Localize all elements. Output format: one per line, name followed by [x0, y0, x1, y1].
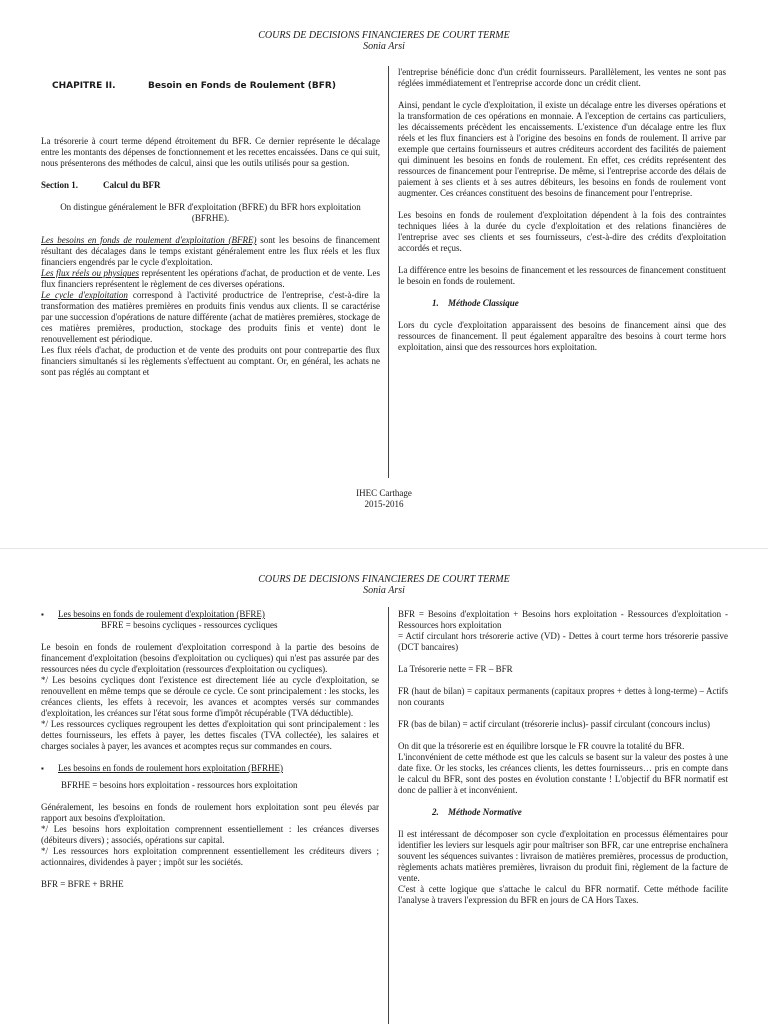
- fr-bas-formula: FR (bas de bilan) = actif circulant (trésorerie inclus)- passif circulant (concours inclus): [398, 719, 710, 729]
- column-divider: [388, 66, 389, 478]
- bullet-icon: ▪: [41, 610, 44, 619]
- bfrhe-heading: ▪ Les besoins en fonds de roulement hors exploitation (BFRHE): [41, 763, 283, 773]
- right-column: [398, 67, 726, 353]
- document-page-2: [0, 548, 768, 1024]
- normatif-paragraph: C'est à cette logique que s'attache le calcul du BFR normatif. Cette méthode facilite l'analyse à travers l'expression du BFR en jours de CA Hors Taxes.: [398, 884, 728, 905]
- page-footer: [0, 488, 768, 510]
- continuation-paragraph: l'entreprise bénéficie donc d'un crédit fournisseurs. Parallèlement, les ventes ne sont pas réglées immédiatement et l'entreprise accorde donc un crédit client.: [398, 67, 726, 88]
- bfre-formula: BFRE = besoins cycliques - ressources cycliques: [101, 620, 278, 630]
- bfrhe-formula: BFRHE = besoins hors exploitation - ressources hors exploitation: [61, 780, 298, 790]
- chapter-heading: [41, 80, 380, 92]
- ressources-hors-exploitation-paragraph: */ Les ressources hors exploitation comprennent essentiellement les créditeurs divers ; actionnaires, dividendes à payer ; impôt sur les sociétés.: [41, 846, 379, 867]
- flux-reels-paragraph: Les flux réels d'achat, de production et de vente des produits ont pour contrepartie des flux financiers simultanés si les règlements s'effectuent au comptant. Or, en général, les achats ne sont pas réglés au comptant et: [41, 345, 380, 377]
- left-column: [41, 80, 380, 378]
- hors-exploitation-paragraph: Généralement, les besoins en fonds de roulement hors exploitation sont peu élevés par rapport aux besoins d'exploitation.: [41, 802, 379, 823]
- ressources-cycliques-paragraph: */ Les ressources cycliques regroupent les dettes d'exploitation qui sont principalement : les dettes fournisseurs, les effets à payer, les dettes fiscales (TVA collectée), les salaires et charges sociales à payer, les avances et acomptes reçus sur commandes en cours.: [41, 719, 379, 751]
- institution-name: IHEC Carthage: [356, 488, 412, 498]
- bullet-icon: ▪: [41, 764, 44, 773]
- contraintes-paragraph: Les besoins en fonds de roulement d'exploitation dépendent à la fois des contraintes techniques liées à la durée du cycle d'exploitation et des relations financières de l'entreprise avec ses clients et ses fournisseurs, c'est-à-dire des crédits d'exploitation accordés et reçus.: [398, 210, 726, 253]
- author-name: Sonia Arsi: [363, 585, 405, 596]
- course-title: COURS DE DECISIONS FINANCIERES DE COURT TERME: [258, 574, 510, 585]
- distinction-paragraph: On distingue généralement le BFR d'exploitation (BFRE) du BFR hors exploitation (BFRHE).: [60, 202, 361, 223]
- section-heading: Section 1. Calcul du BFR: [41, 180, 161, 190]
- besoins-hors-exploitation-paragraph: */ Les besoins hors exploitation comprennent essentiellement : les créances diverses (débiteurs divers) ; associés, opérations sur capital.: [41, 824, 379, 845]
- method-heading: 2. Méthode Normative: [432, 807, 522, 817]
- method-heading: 1. Méthode Classique: [432, 298, 519, 308]
- academic-year: 2015-2016: [364, 499, 404, 509]
- inconvenient-paragraph: L'inconvénient de cette méthode est que les calculs se basent sur la valeur des postes à une date fixe. Or les stocks, les créances clients, les dettes fournisseurs… pris en compte dans le calcul du BFR, sont des postes en évolution constante ! L'objectif du BFR normatif est donc de pallier à et inconvénient.: [398, 752, 728, 795]
- intro-paragraph: La trésorerie à court terme dépend étroitement du BFR. Ce dernier représente le décalage entre les montants des dépenses de fonctionnement et les recettes encaissées. Dans ce qui suit, nous présenterons des méthodes de calcul, ainsi que les outils utilisés pour sa gestion.: [41, 136, 380, 168]
- chapter-title: Besoin en Fonds de Roulement (BFR): [148, 81, 336, 91]
- right-column: [398, 609, 728, 906]
- bfr-total-formula: BFR = BFRE + BRHE: [41, 879, 124, 889]
- author-name: Sonia Arsi: [363, 41, 405, 52]
- bfre-paragraph: Le besoin en fonds de roulement d'exploitation correspond à la partie des besoins de financement d'exploitation (besoins d'exploitation ou cycliques) qui n'est pas assurée par des ressources nées du cycle d'exploitation (ressources d'exploitation ou cycliques).: [41, 642, 379, 674]
- besoins-cycliques-paragraph: */ Les besoins cycliques dont l'existence est directement liée au cycle d'exploitation, se renouvellent en même temps que se déroule ce cycle. Ce sont principalement : les stocks, les créances clients, les effets à recevoir, les avances et acomptes versés sur commandes d'exploitation, les créances sur l'état sous forme d'impôt récupérable (TVA déductible).: [41, 675, 379, 718]
- decomposition-paragraph: Il est intéressant de décomposer son cycle d'exploitation en processus élémentaires pour identifier les leviers sur lesquels agir pour maîtriser son BFR, car une entreprise enchaînera souvent les séquences suivantes : livraison de matières premières, processus de production, règlements achats matières premières, livraison du produit fini, règlement de la facture de vente.: [398, 829, 728, 883]
- cycle-paragraph: Lors du cycle d'exploitation apparaissent des besoins de financement ainsi que des ressources de financement. Il peut également apparaître des besoins à court terme hors exploitation, ainsi que des ressources hors exploitation.: [398, 320, 726, 352]
- decalage-paragraph: Ainsi, pendant le cycle d'exploitation, il existe un décalage entre les diverses opérations et la transformation de ces opérations en monnaie. A l'exception de certains cas particuliers, les décaissements précèdent les encaissements. L'existence d'un décalage entre les flux réels et les flux financiers est à l'origine des besoins en fonds de roulement. Il arrive par exemple que certains fournisseurs et autres créditeurs accordent des facilités de paiement qui diminuent les besoins en fonds de roulement. En effet, ces crédits représentent des ressources de financement pour l'entreprise. De même, si l'entreprise accorde des délais de paiement à ses clients et à ses autres débiteurs, les besoins en fonds de roulement vont augmenter. Ces créances constituent des besoins de financement pour l'entreprise.: [398, 100, 726, 198]
- difference-paragraph: La différence entre les besoins de financement et les ressources de financement constituent le besoin en fonds de roulement.: [398, 265, 726, 286]
- left-column: [41, 609, 379, 890]
- chapter-number: CHAPITRE II.: [52, 81, 116, 91]
- tresorerie-formula: La Trésorerie nette = FR – BFR: [398, 664, 513, 674]
- cycle-definition: Le cycle d'exploitation correspond à l'activité productrice de l'entreprise, c'est-à-dire la transformation des matières premières en produits finis vendus aux clients. Il se caractérise par une succession d'opérations de nature différente (achat de matières premières, stockage de ces matières premières, production, stockage des produits finis et vente) dont le renouvellement est périodique.: [41, 290, 380, 344]
- course-title: COURS DE DECISIONS FINANCIERES DE COURT TERME: [258, 30, 510, 41]
- fr-haut-formula: FR (haut de bilan) = capitaux permanents (capitaux propres + dettes à long-terme) – Actifs non courants: [398, 686, 728, 707]
- bfr-formula-2: = Actif circulant hors trésorerie active (VD) - Dettes à court terme hors trésorerie passive (DCT bancaires): [398, 631, 728, 652]
- equilibre-paragraph: On dit que la trésorerie est en équilibre lorsque le FR couvre la totalité du BFR.: [398, 741, 685, 751]
- page-header: [0, 574, 768, 596]
- bfr-formula-1: BFR = Besoins d'exploitation + Besoins hors exploitation - Ressources d'exploitation - Ressources hors exploitation: [398, 609, 728, 630]
- flux-definition: Les flux réels ou physiques représentent les opérations d'achat, de production et de vente. Les flux financiers représentent le règlement de ces diverses opérations.: [41, 268, 380, 289]
- column-divider: [388, 607, 389, 1024]
- bfre-heading: ▪ Les besoins en fonds de roulement d'exploitation (BFRE): [41, 609, 265, 619]
- page-header: [0, 30, 768, 52]
- bfre-definition: Les besoins en fonds de roulement d'exploitation (BFRE) sont les besoins de financement résultant des décalages dans le temps existant généralement entre les flux réels et les flux financiers engendrés par le cycle d'exploitation.: [41, 235, 380, 267]
